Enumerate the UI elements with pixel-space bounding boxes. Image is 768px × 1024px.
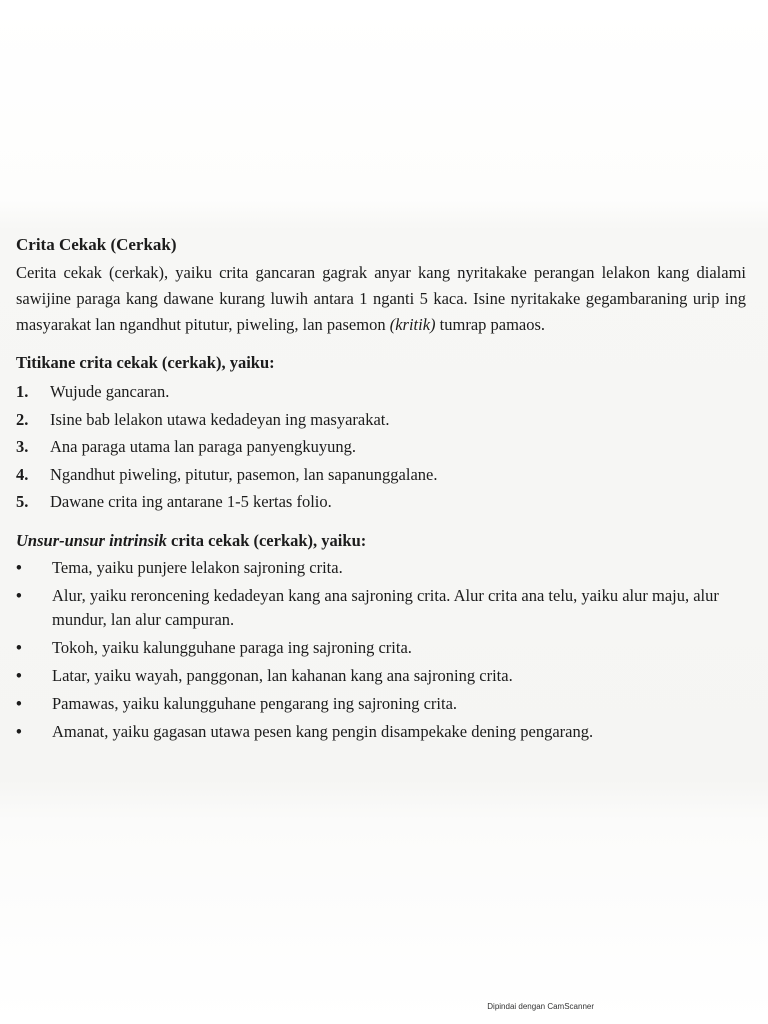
bullet-icon: •: [16, 557, 22, 577]
list-item: • Alur, yaiku reroncening kedadeyan kang ana sajroning crita. Alur crita ana telu, yaiku alur maju, alur mundur, lan alur campuran.: [16, 584, 746, 632]
titikane-title: Titikane crita cekak (cerkak), yaiku:: [16, 353, 275, 372]
list-item: • Tokoh, yaiku kalungguhane paraga ing sajroning crita.: [16, 636, 746, 660]
list-item: 2. Isine bab lelakon utawa kedadeyan ing masyarakat.: [16, 409, 390, 429]
titikane-list: [16, 378, 746, 516]
bullet-icon: •: [16, 721, 22, 741]
bullet-icon: •: [16, 665, 22, 685]
document-body: [16, 232, 746, 748]
intro-text-1: Cerita cekak (cerkak), yaiku crita gancaran gagrak anyar kang nyritakake perangan lelakon kang dialami sawijine paraga kang dawane kurang luwih antara 1 nganti 5 kaca. Isine nyritakake gegambaraning urip ing masyarakat lan ngandhut pitutur, piweling, lan pasemon: [16, 263, 746, 334]
bullet-icon: •: [16, 637, 22, 657]
list-item: 5. Dawane crita ing antarane 1-5 kertas folio.: [16, 492, 332, 511]
intro-italic: (kritik): [389, 315, 436, 334]
intro-text-2: tumrap pamaos.: [435, 315, 546, 334]
unsur-title: Unsur-unsur intrinsik crita cekak (cerkak), yaiku:: [16, 530, 367, 550]
bullet-icon: •: [16, 585, 22, 605]
list-item: 4. Ngandhut piweling, pitutur, pasemon, lan sapanunggalane.: [16, 464, 438, 484]
unsur-list: [16, 556, 746, 744]
intro-paragraph: [16, 260, 746, 338]
section-heading: Crita Cekak (Cerkak): [16, 235, 177, 254]
list-item: • Tema, yaiku punjere lelakon sajroning crita.: [16, 556, 746, 580]
bullet-icon: •: [16, 693, 22, 713]
list-item: • Pamawas, yaiku kalungguhane pengarang ing sajroning crita.: [16, 692, 746, 716]
list-item: 3. Ana paraga utama lan paraga panyengkuyung.: [16, 437, 357, 456]
list-item: • Amanat, yaiku gagasan utawa pesen kang pengin disampekake dening pengarang.: [16, 720, 746, 744]
list-item: 1. Wujude gancaran.: [16, 382, 170, 401]
list-item: • Latar, yaiku wayah, panggonan, lan kahanan kang ana sajroning crita.: [16, 664, 746, 688]
scanner-watermark: Dipindai dengan CamScanner: [487, 1002, 594, 1011]
